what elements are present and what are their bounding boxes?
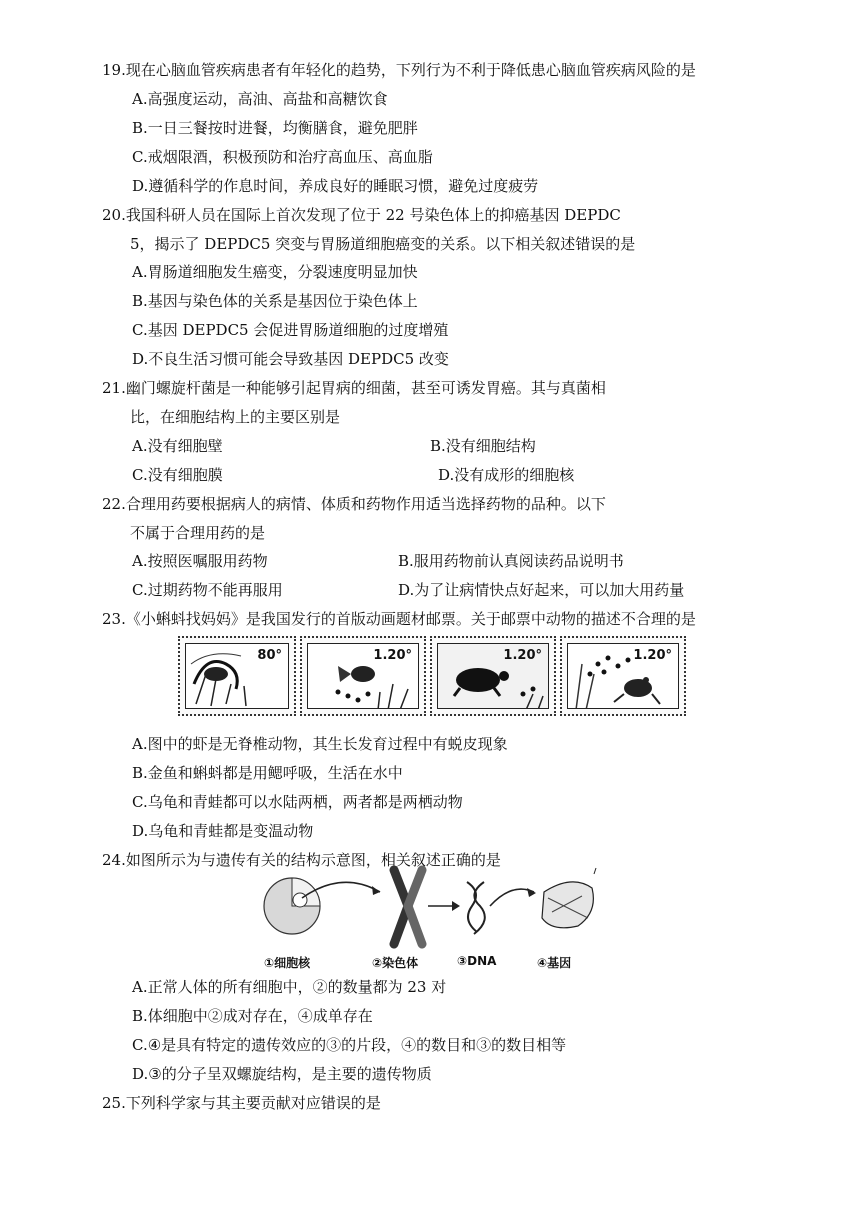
- q21-stem-line2: 比，在细胞结构上的主要区别是: [130, 408, 341, 426]
- q25-stem: 25.下列科学家与其主要贡献对应错误的是: [102, 1094, 381, 1112]
- q19-option-c: C.戒烟限酒，积极预防和治疗高血压、高血脂: [132, 148, 433, 166]
- q20-option-b: B.基因与染色体的关系是基因位于染色体上: [132, 292, 418, 310]
- q24-option-d: D.③的分子呈双螺旋结构，是主要的遗传物质: [132, 1065, 432, 1083]
- label-nucleus: ①细胞核: [264, 956, 311, 970]
- q23-option-d: D.乌龟和青蛙都是变温动物: [132, 822, 314, 840]
- q24-option-c: C.④是具有特定的遗传效应的③的片段，④的数目和③的数目相等: [132, 1036, 567, 1054]
- q19-stem: 19.现在心脑血管疾病患者有年轻化的趋势，下列行为不利于降低患心脑血管疾病风险的是: [102, 61, 696, 79]
- q22-option-d: D.为了让病情快点好起来，可以加大用药量: [398, 581, 685, 599]
- q19-option-b: B.一日三餐按时进餐，均衡膳食，避免肥胖: [132, 119, 418, 137]
- q20-stem-line1: 20.我国科研人员在国际上首次发现了位于 22 号染色体上的抑癌基因 DEPDC: [102, 206, 621, 224]
- q21-stem-line1: 21.幽门螺旋杆菌是一种能够引起胃病的细菌，甚至可诱发胃癌。其与真菌相: [102, 379, 606, 397]
- q20-option-d: D.不良生活习惯可能会导致基因 DEPDC5 改变: [132, 350, 449, 368]
- q24-option-a: A.正常人体的所有细胞中，②的数量都为 23 对: [132, 978, 447, 996]
- stamp-4-value: 1.20°: [633, 648, 672, 663]
- q20-stem-line2: 5，揭示了 DEPDC5 突变与胃肠道细胞癌变的关系。以下相关叙述错误的是: [130, 235, 636, 253]
- heredity-diagram: [262, 862, 602, 952]
- stamp-1: [178, 636, 296, 716]
- q23-option-c: C.乌龟和青蛙都可以水陆两栖，两者都是两栖动物: [132, 793, 463, 811]
- q19-option-d: D.遵循科学的作息时间，养成良好的睡眠习惯，避免过度疲劳: [132, 177, 539, 195]
- q22-option-c: C.过期药物不能再服用: [132, 581, 283, 599]
- tadpole-stamps-figure: [178, 636, 686, 720]
- q22-stem-line1: 22.合理用药要根据病人的病情、体质和药物作用适当选择药物的品种。以下: [102, 495, 606, 513]
- stamp-4: [560, 636, 686, 716]
- label-gene: ④基因: [537, 956, 572, 970]
- q23-option-a: A.图中的虾是无脊椎动物，其生长发育过程中有蜕皮现象: [132, 735, 508, 753]
- stamp-1-value: 80°: [257, 648, 282, 663]
- q23-option-b: B.金鱼和蝌蚪都是用鳃呼吸，生活在水中: [132, 764, 403, 782]
- stamp-2-value: 1.20°: [373, 648, 412, 663]
- q19-option-a: A.高强度运动，高油、高盐和高糖饮食: [132, 90, 388, 108]
- q22-option-b: B.服用药物前认真阅读药品说明书: [398, 552, 624, 570]
- q20-option-a: A.胃肠道细胞发生癌变，分裂速度明显加快: [132, 263, 418, 281]
- q21-option-d: D.没有成形的细胞核: [438, 466, 575, 484]
- q21-option-a: A.没有细胞壁: [132, 437, 223, 455]
- q21-option-b: B.没有细胞结构: [430, 437, 536, 455]
- q22-option-a: A.按照医嘱服用药物: [132, 552, 268, 570]
- stamp-3-value: 1.20°: [503, 648, 542, 663]
- q23-stem: 23.《小蝌蚪找妈妈》是我国发行的首版动画题材邮票。关于邮票中动物的描述不合理的是: [102, 610, 696, 628]
- heredity-structure-figure: [262, 862, 602, 968]
- q21-option-c: C.没有细胞膜: [132, 466, 223, 484]
- label-dna: ③DNA: [457, 954, 497, 968]
- q24-option-b: B.体细胞中②成对存在，④成单存在: [132, 1007, 373, 1025]
- q24-stem: 24.如图所示为与遗传有关的结构示意图，相关叙述正确的是: [102, 851, 501, 869]
- stamp-3: [430, 636, 556, 716]
- q20-option-c: C.基因 DEPDC5 会促进胃肠道细胞的过度增殖: [132, 321, 449, 339]
- label-chromosome: ②染色体: [372, 956, 419, 970]
- stamp-2: [300, 636, 426, 716]
- q22-stem-line2: 不属于合理用药的是: [130, 524, 266, 542]
